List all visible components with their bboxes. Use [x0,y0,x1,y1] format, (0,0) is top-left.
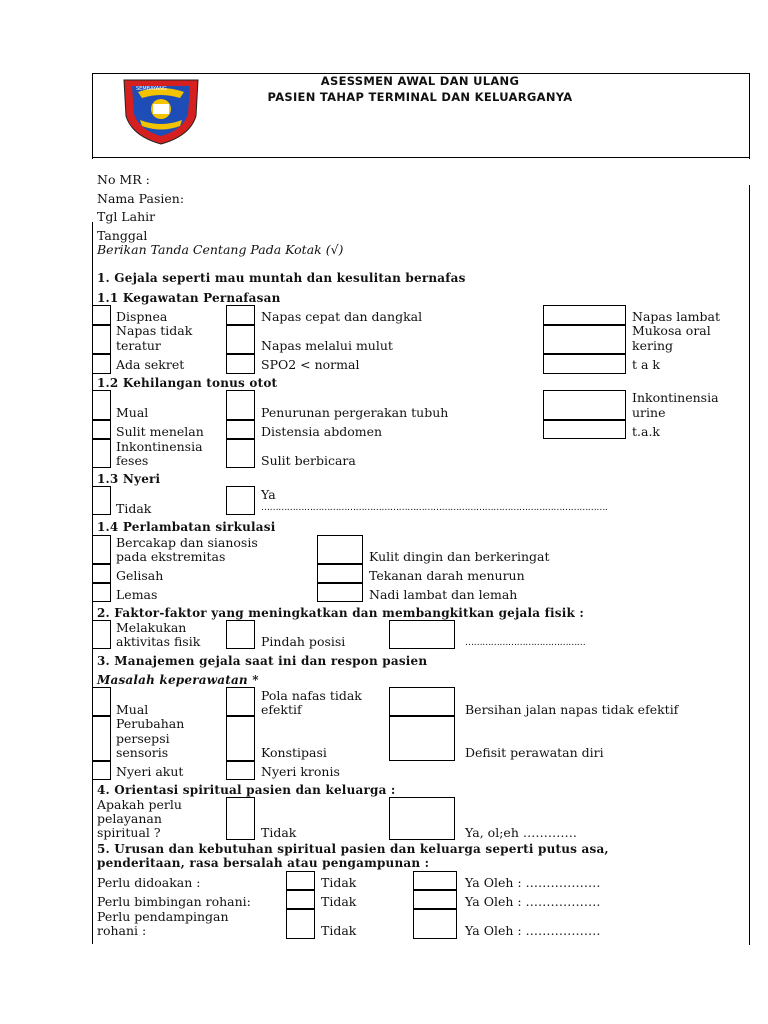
form-title-line1: ASESSMEN AWAL DAN ULANG [320,74,520,88]
label-penurunan: Penurunan pergerakan tubuh [261,405,449,420]
label-tak-2: t.a.k [632,424,660,439]
checkbox-pendampingan-tidak[interactable] [286,909,315,939]
checkbox-pindah-posisi[interactable] [226,620,255,649]
checkbox-mukosa-kering[interactable] [543,325,626,354]
checkbox-tekanan-darah[interactable] [317,564,363,583]
checkbox-defisit-perawatan[interactable] [389,716,455,761]
checkbox-bercakap[interactable] [92,535,111,564]
checkbox-distensia[interactable] [226,420,255,439]
label-ada-sekret: Ada sekret [116,357,185,372]
label-pindah-posisi: Pindah posisi [261,634,346,649]
checkbox-nyeri-ya[interactable] [226,486,255,515]
section-2-title: 2. Faktor-faktor yang meningkatkan dan membangkitkan gejala fisik : [97,606,585,620]
section-1-2-title: 1.2 Kehilangan tonus otot [97,376,278,390]
checkbox-dispnea[interactable] [92,305,111,325]
label-inko-urine-1: Inkontinensia [632,390,719,405]
label-bimbingan-tidak: Tidak [321,894,357,909]
body-right-rule [749,185,750,945]
tgl-lahir-label: Tgl Lahir [97,209,156,224]
label-sulit-menelan: Sulit menelan [116,424,204,439]
checkbox-tak-1[interactable] [543,354,626,374]
checkbox-sulit-bicara[interactable] [226,439,255,468]
section-5-title-2: penderitaan, rasa bersalah atau pengampunan : [97,856,430,870]
checkbox-bersihan-jalan[interactable] [389,687,455,716]
label-napas-tidak-2: teratur [116,338,161,353]
label-perubahan-3: sensoris [116,745,169,760]
label-konstipasi: Konstipasi [261,745,327,760]
checkbox-didoakan-tidak[interactable] [286,871,315,890]
label-pola-1: Pola nafas tidak [261,688,362,703]
checkbox-napas-tidak-teratur[interactable] [92,325,111,354]
checkbox-lemas[interactable] [92,583,111,602]
checkbox-pendampingan-ya[interactable] [413,909,457,939]
label-defisit: Defisit perawatan diri [465,745,604,760]
checkbox-sulit-menelan[interactable] [92,420,111,439]
label-nyeri-akut: Nyeri akut [116,764,184,779]
checkbox-bimbingan-tidak[interactable] [286,890,315,909]
instruction-text: Berikan Tanda Centang Pada Kotak (√) [97,242,344,257]
label-didoakan-tidak: Tidak [321,875,357,890]
label-nyeri-ya: Ya [261,487,276,502]
logo-text: SEMBAYANG [136,86,167,92]
label-apakah-perlu-3: spiritual ? [97,825,161,840]
label-napas-lambat: Napas lambat [632,309,721,324]
checkbox-mual-2[interactable] [92,687,111,716]
label-didoakan-ya: Ya Oleh : ……………… [465,875,601,890]
label-bersihan: Bersihan jalan napas tidak efektif [465,702,679,717]
nyeri-ya-dots: …………………………………………………………………………………………………………. [261,503,608,513]
label-perlu-bimbingan: Perlu bimbingan rohani: [97,894,251,909]
label-nadi-lambat: Nadi lambat dan lemah [369,587,518,602]
checkbox-nadi-lambat[interactable] [317,583,363,602]
label-perlu-pendampingan-1: Perlu pendampingan [97,909,229,924]
label-tak-1: t a k [632,357,660,372]
checkbox-pola-nafas[interactable] [226,687,255,716]
label-lemas: Lemas [116,587,158,602]
label-spiritual-tidak: Tidak [261,825,297,840]
label-nyeri-tidak: Tidak [116,501,152,516]
header-right-rule [749,73,750,159]
label-inko-feses-2: feses [116,453,149,468]
checkbox-perubahan-persepsi[interactable] [92,716,111,761]
checkbox-spo2[interactable] [226,354,255,374]
checkbox-penurunan[interactable] [226,390,255,420]
section-3-title: 3. Manajemen gejala saat ini dan respon pasien [97,654,428,668]
checkbox-melakukan-aktivitas[interactable] [92,620,111,649]
section-5-title-1: 5. Urusan dan kebutuhan spiritual pasien dan keluarga seperti putus asa, [97,842,609,856]
label-spiritual-ya: Ya, ol;eh …………. [465,825,577,840]
checkbox-nyeri-kronis[interactable] [226,761,255,780]
checkbox-spiritual-tidak[interactable] [226,797,255,840]
label-perubahan-2: persepsi [116,731,170,746]
label-perlu-didoakan: Perlu didoakan : [97,875,201,890]
checkbox-tak-2[interactable] [543,420,626,439]
label-mukosa-2: kering [632,338,673,353]
tanggal-label: Tanggal [97,228,148,243]
label-mual-2: Mual [116,702,149,717]
label-pola-2: efektif [261,702,302,717]
faktor-lain-dots: …………………………………… [465,638,586,648]
label-gelisah: Gelisah [116,568,164,583]
checkbox-faktor-lain[interactable] [389,620,455,649]
label-spo2: SPO2 < normal [261,357,360,372]
header-left-rule [92,73,93,159]
checkbox-didoakan-ya[interactable] [413,871,457,890]
checkbox-kulit-dingin[interactable] [317,535,363,564]
checkbox-konstipasi[interactable] [226,716,255,761]
label-bercakap-1: Bercakap dan sianosis [116,535,258,550]
label-perubahan-1: Perubahan [116,716,185,731]
section-1-1-title: 1.1 Kegawatan Pernafasan [97,291,281,305]
label-perlu-pendampingan-2: rohani : [97,923,147,938]
checkbox-napas-cepat[interactable] [226,305,255,325]
label-distensia: Distensia abdomen [261,424,383,439]
section-1-title: 1. Gejala seperti mau muntah dan kesulitan bernafas [97,271,466,285]
checkbox-spiritual-ya[interactable] [389,797,455,840]
section-1-4-title: 1.4 Perlambatan sirkulasi [97,520,276,534]
label-napas-mulut: Napas melalui mulut [261,338,393,353]
label-mukosa-1: Mukosa oral [632,323,711,338]
label-apakah-perlu-2: pelayanan [97,811,162,826]
label-pendampingan-ya: Ya Oleh : ……………… [465,923,601,938]
label-melakukan-1: Melakukan [116,620,187,635]
checkbox-nyeri-akut[interactable] [92,761,111,780]
label-dispnea: Dispnea [116,309,168,324]
label-kulit-dingin: Kulit dingin dan berkeringat [369,549,550,564]
form-title-line2: PASIEN TAHAP TERMINAL DAN KELUARGANYA [267,90,573,104]
label-nyeri-kronis: Nyeri kronis [261,764,340,779]
checkbox-inko-feses[interactable] [92,439,111,468]
label-mual-1: Mual [116,405,149,420]
label-inko-feses-1: Inkontinensia [116,439,203,454]
label-napas-cepat: Napas cepat dan dangkal [261,309,423,324]
checkbox-gelisah[interactable] [92,564,111,583]
section-3-subtitle: Masalah keperawatan * [97,673,259,687]
label-bimbingan-ya: Ya Oleh : ……………… [465,894,601,909]
no-mr-label: No MR : [97,172,150,187]
label-melakukan-2: aktivitas fisik [116,634,201,649]
section-1-3-title: 1.3 Nyeri [97,472,161,486]
label-apakah-perlu-1: Apakah perlu [97,797,182,812]
label-pendampingan-tidak: Tidak [321,923,357,938]
header-bottom-rule [92,157,750,158]
checkbox-mual-1[interactable] [92,390,111,420]
label-bercakap-2: pada ekstremitas [116,549,226,564]
label-inko-urine-2: urine [632,405,666,420]
checkbox-nyeri-tidak[interactable] [92,486,111,515]
checkbox-napas-lambat[interactable] [543,305,626,325]
checkbox-bimbingan-ya[interactable] [413,890,457,909]
label-napas-tidak-1: Napas tidak [116,323,193,338]
checkbox-ada-sekret[interactable] [92,354,111,374]
section-4-title: 4. Orientasi spiritual pasien dan keluarga : [97,783,396,797]
checkbox-napas-mulut[interactable] [226,325,255,354]
label-tekanan-darah: Tekanan darah menurun [369,568,525,583]
label-sulit-bicara: Sulit berbicara [261,453,356,468]
nama-pasien-label: Nama Pasien: [97,191,185,206]
checkbox-inko-urine[interactable] [543,390,626,420]
